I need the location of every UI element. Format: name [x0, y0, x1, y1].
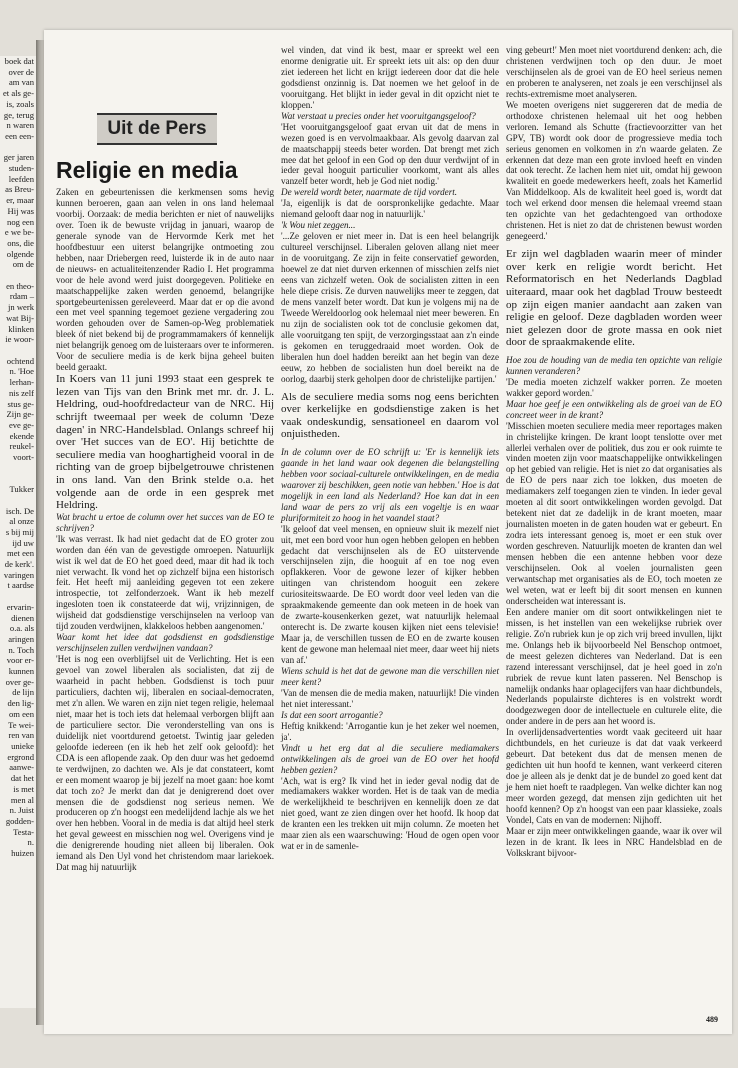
column-1 — [56, 157, 274, 873]
fragment-line: am van — [8, 77, 34, 88]
fragment-line: t aardse — [7, 580, 34, 591]
fragment-line: jn werk — [7, 302, 34, 313]
fragment-line: voort- — [12, 452, 34, 463]
interview-question: Wiens schuld is het dat de gewone man die verschillen niet meer kent? — [281, 665, 499, 687]
body-paragraph: 'Ach, wat is erg? Ik vind het in ieder geval nodig dat de mediamakers wakker worden. Het is de taak van de media de werkelijkheid te beschrijven en kennelijk doen ze dat niet goed, want ze zien dingen over het hoofd. Ik hoop dat de kranten een les trekken uit mijn column. Ze moeten het maar zien als een waarschuwing: 'Houd de ogen open voor wat er in de samenle- — [281, 775, 499, 852]
interview-question: Wat verstaat u precies onder het vooruitgangsgeloof? — [281, 110, 476, 121]
body-paragraph: 'Het is nog een overblijfsel uit de Verlichting. Het is een gevoel van zowel liberalen als socialisten, dat zij de waarheid in pacht hebben. Godsdienst is toch puur particuliers, dachten wij, liberalen en sociaal-democraten, met z'n allen. We waren en zijn niet tegen religie, helemaal niet, maar het is toch iets dat helemaal verborgen blijft aan de particuliere sector. Die veronderstelling van ons is duidelijk niet voortdurend getoetst. Twintig jaar geleden geloofde iedereen (en ik heb het zelf ook geloofd): het CDA is een aflopende zaak. Op den duur was het gedoemd te verdwijnen, zo dachten we. Als je dat constateert, komt er een moment waarop je bij jezelf na moet gaan: hoe komt dat toch zo? Je merkt dan dat je denigrerend doet over mensen die de godsdienst nog serieus nemen. We produceren op z'n hoogst een medelijdend lachje als we het over hen hebben. Vooral in de media is dat altijd heel sterk het geval geweest en misschien nog wel. Overigens vind je die denigrerende houding niet alleen bij liberalen. Ook iemand als Den Uyl vond het christendom maar lariekoek. Dat mag hij natuurlijk — [56, 654, 274, 873]
fragment-line: met een — [7, 548, 34, 559]
fragment-line: ger jaren — [3, 152, 34, 163]
fragment-line: de lijn — [12, 687, 34, 698]
fragment-line: is met — [13, 783, 34, 794]
fragment-line: dienen — [11, 612, 34, 623]
fragment-line — [0, 591, 36, 602]
fragment-line: ochtend — [6, 355, 34, 366]
fragment-line: n. Juist — [9, 805, 34, 816]
body-paragraph: '...Ze geloven er niet meer in. Dat is een heel belangrijk cultureel verschijnsel. Liberalen geloven allang niet meer in de vooruitgang. Ze zijn in feite conservatief geworden, hoewel ze dat niet durven erkennen of misschien zelfs niet eens van zichzelf weten. Ook de socialisten zitten in een hele diepe crisis. Ze durven nauwelijks meer te zeggen, dat de mens vanzelf beter wordt. Dat kun je volgens mij na de Tweede Wereldoorlog ook helemaal niet meer beweren. En nu zijn de socialisten ook tot de conclusie gekomen dat, alle vooruitgang ten spijt, de verzorgingsstaat aan z'n einde is gekomen en teruggedraaid moet worden. Ook de liberalen hun doel hadden bereikt aan het begin van deze eeuw, zo hebben de socialisten hun doel bereikt na de oorlog, daarbij sterk geholpen door de christelijke partijen.' — [281, 231, 499, 384]
book-gutter — [36, 40, 44, 1025]
body-paragraph: We moeten overigens niet suggereren dat de media de orthodoxe christenen helemaal uit het oog hebben verloren. Iemand als Schutte (fractievoorzitter van het GPV, TB) wordt ook door de progressieve media toch serieus genomen en volkomen in z'n waarde gelaten. Ze erkennen dat deze man een grote invloed heeft en vinden dat ook terecht. Ze lachen hem niet uit, omdat hij gewoon kwaliteit en goede medewerkers heeft, zoals het Kamerlid Van Middelkoop. Als de kwaliteit heel goed is, wordt dat toch wel erkend door mensen die helemaal vreemd staan ten opzichte van het gedachtengoed van orthodoxe christenen. Het is niet zo dat de christenen bewust worden genegeerd.' — [506, 99, 722, 242]
fragment-line: lerhan- — [9, 377, 34, 388]
column-2 — [281, 45, 499, 852]
fragment-line: unieke — [11, 741, 34, 751]
fragment-line: over de — [8, 66, 34, 77]
body-paragraph: Heftig knikkend: 'Arrogantie kun je het zeker wel noemen, ja'. — [281, 720, 499, 742]
fragment-line: varingen — [3, 569, 34, 580]
body-paragraph: wel vinden, dat vind ik best, maar er spreekt wel een enorme denigratie uit. Er spreekt iets uit als: op den duur ziet iedereen het licht en krijgt iedereen door dat die hele godsdienst onzinnig is. Dat noemen we het geloof in de vooruitgang. Het blijkt in ieder geval in dit opzicht niet te kloppen.' — [281, 45, 499, 110]
body-paragraph: ving gebeurt!' Men moet niet voortdurend denken: ach, die christenen verdwijnen toch op den duur. Je moet verschijnselen als de groei van de EO heel serieus nemen en proberen te analyseren, net zoals je een verschijnsel als rechts-extremisme moet analyseren. — [506, 45, 722, 99]
section-banner-label: Uit de Pers — [107, 118, 207, 139]
fragment-line: de kerk'. — [4, 559, 34, 570]
fragment-line: n. 'Hoe — [9, 366, 34, 377]
fragment-line: aringen — [8, 633, 34, 644]
fragment-line: huizen — [11, 848, 34, 859]
body-paragraph: In overlijdensadvertenties wordt vaak geciteerd uit haar dichtbundels, en het curieuze is dat dat vaak verkeerd gebeurt. Dat betekent dus dat de mensen menen de gedichten uit hun hoofd te kennen, want verkeerd citeren doe je alleen als je denkt dat je de bundel zo goed kent dat je hem niet hoeft te raadplegen. Van welke dichter kan nog meer worden gezegd, dat mensen zijn gedichten uit het hoofd kennen? Op z'n hoogst van een paar klassieke, zoals Vondel, Cats en van de modernen: Nijhoff. — [506, 727, 722, 825]
fragment-line: godden- — [5, 815, 34, 826]
page-number: 489 — [706, 1015, 718, 1024]
fragment-line: Testa- — [13, 826, 34, 837]
body-paragraph: 'Ja, eigenlijk is dat de oorspronkelijke gedachte. Maar niemand gelooft daar nog in natuurlijk.' — [281, 198, 499, 220]
fragment-line — [0, 495, 36, 506]
fragment-line: dat het — [10, 773, 34, 784]
fragment-line: s bij mij — [5, 526, 34, 537]
section-banner — [97, 113, 217, 145]
interview-question: 'k Wou niet zeggen... — [281, 220, 356, 231]
interview-question: Is dat een soort arrogantie? — [281, 709, 383, 720]
fragment-line: n waren — [6, 120, 34, 131]
fragment-line: om een — [8, 708, 34, 719]
fragment-line: om de — [12, 259, 34, 270]
fragment-line: er, maar — [6, 195, 34, 206]
fragment-line: ge, terug — [3, 109, 34, 120]
body-paragraph: Maar er zijn meer ontwikkelingen gaande, waar ik over wil lezen in de krant. Ik lees in NRC Handelsblad en de Volkskrant bijvoor- — [506, 825, 722, 858]
fragment-line: kunnen — [8, 666, 34, 677]
fragment-line: nis zelf — [8, 387, 34, 398]
fragment-line: et als ge- — [2, 88, 34, 99]
fragment-line: al onze — [9, 516, 34, 527]
body-paragraph: 'Ik was verrast. Ik had niet gedacht dat de EO groter zou worden dan één van de gevestigde omroepen. Natuurlijk wist ik wel dat de EO het goed deed, maar dit had ik toch niet verwacht. Ik vond het op zichzelf bijna een historisch feit. Het heeft mij aanleiding gegeven tot een zekere introspectie, tot zelfonderzoek. Want ik heb mezelf ingesloten toen ik constateerde dat wij, vrijzinnigen, de wijsheid dat godsdienstige verschijnselen na verloop van tijd zouden verdwijnen, klakkeloos hebben aangenomen.' — [56, 533, 274, 632]
fragment-line: over ge- — [5, 676, 34, 687]
article-headline: Religie en media — [56, 157, 238, 183]
fragment-line: en theo- — [6, 280, 34, 291]
fragment-line: ijd uw — [12, 537, 34, 548]
fragment-line: is, zoals — [6, 98, 34, 109]
fragment-line: studen- — [8, 163, 34, 174]
interview-question: Waar komt het idee dat godsdienst en godsdienstige verschijnselen zullen verdwijnen vandaan? — [56, 632, 274, 654]
body-paragraph: Een andere manier om dit soort ontwikkelingen niet te missen, is het instellen van een wekelijkse rubriek over religie. Zo'n rubriek kun je op zich vrij breed invullen, lijkt me. Onlangs heb ik bijvoorbeeld Nel Benschop ontmoet, de meest gelezen dichteres van Nederland. Dat is een razend interessant verschijnsel, dat je heel goed in zo'n rubriek de revue kunt laten passeren. Nel Benschop is namelijk ondanks haar oplagecijfers van haar dichtbundels, Nederlands populairste dichteres is en volstrekt wordt doodgezwegen door de intellectuele en culturele elite, die onder andere in de pers aan het woord is. — [506, 606, 722, 727]
fragment-line: voor er- — [6, 655, 34, 666]
body-paragraph: 'Ik geloof dat veel mensen, en opnieuw sluit ik mezelf niet uit, met een bord voor hun ogen hebben gelopen en hebben gedacht dat verschijnselen als de EO uitstervende verschijnselen zijn, die hooguit af en toe nog even opflakkeren. Voor de gewone lezer of kijker hebben uitingen van christendom hooguit een zekere curiositeitswaarde. De EO wordt door veel leden van die spraakmakende gemeente dan ook meteen in de hoek van de zwarte-kousenkerken gezet, wat natuurlijk helemaal onterecht is. De zwarte kousen kijken niet eens televisie! Maar ja, de verschillen tussen de EO en de zwarte kousen kent de gewone man helemaal niet meer, daar weet hij niets van af.' — [281, 523, 499, 666]
interview-question: De wereld wordt beter, naarmate de tijd vordert. — [281, 187, 458, 198]
fragment-line: ren van — [8, 730, 34, 741]
fragment-line: boek dat — [4, 56, 34, 66]
fragment-line: leefden — [8, 173, 34, 184]
fragment-line: Te wei- — [8, 719, 34, 730]
interview-question: Hoe zou de houding van de media ten opzichte van religie kunnen veranderen? — [506, 354, 722, 376]
fragment-line: nog een — [7, 216, 34, 227]
fragment-line: stus ge- — [7, 398, 34, 409]
body-paragraph: Zaken en gebeurtenissen die kerkmensen soms hevig kunnen beroeren, gaan aan velen in ons land helemaal voorbij. Oorzaak: de media berichten er niet of nauwelijks over. Toen ik de bewuste vrijdag in januari, waarop de generale synode van de Hervormde Kerk met het hoofdbestuur een uiterst belangrijke ontmoeting zou hebben, naar Driebergen reed, luisterde ik in de auto naar de nieuws- en actualiteitenzender Radio I. Het programma voor de hele avond werd juist doorgegeven. Politieke en maatschappelijke zaken werden genoemd, belangrijke sportgebeurtenissen gereleveerd. Maar dat er op die avond een met veel spanning tegemoet geziene vergadering zou worden gehouden over de Samen-op-Weg problematiek bleek óf niet bekend bij de programmamakers óf kennelijk niet belangrijk genoeg om de luisteraars over te informeren. Voor de seculiere media is de kerk bijna geheel buiten beeld geraakt. — [56, 187, 274, 373]
fragment-line: eve ge- — [8, 419, 34, 430]
fragment-line: n. — [27, 837, 34, 848]
body-paragraph: 'Misschien moeten seculiere media meer reportages maken in christelijke kringen. De krant loopt tenslotte over met allerlei verhalen over de politiek, dus zou er ook ruimte te vinden moeten zijn voor maatschappelijke ontwikkelingen op het gebied van religie. Het is niet zo dat organisaties als de EO de pers naar zich toe lokken, dus moeten de mediamakers zelf toegangen zien te vinden. In ieder geval moeten al dit soort ontwikkelingen worden gevolgd. Dat betekent niet dat ze dadelijk in de krant moeten, maar journalisten moeten in de gaten houden wat er gebeurt. En zodra iets interessant genoeg is, moet er een stuk over worden geschreven. Natuurlijk moeten de kranten dan wel mensen hebben die een antenne hebben voor deze verschijnselen. Ook al voelen journalisten geen verwantschap met organisaties als de EO, toch moeten ze wel weten, wat er leeft bij dit soort mensen en kunnen onderscheiden wat interessant is. — [506, 420, 722, 606]
body-paragraph: 'Het vooruitgangsgeloof gaat ervan uit dat de mens in wezen goed is en vervolmaakbaar. Als gevolg daarvan zal de maatschappij steeds beter worden. Dat brengt met zich mee dat het geloof in een God op den duur verdwijnt of in ieder geval hooguit particulier voorkomt, want als alles vanzelf beter wordt, heb je God niet nodig.' — [281, 121, 499, 187]
fragment-line: ekende — [9, 430, 34, 441]
fragment-line: reukel- — [9, 441, 34, 452]
interview-question: Vindt u het erg dat al die seculiere mediamakers ontwikkelingen als de groei van de EO over het hoofd hebben gezien? — [281, 742, 499, 775]
interview-question: Maar hoe geef je een ontwikkeling als de groei van de EO concreet weer in de krant? — [506, 398, 722, 420]
fragment-line: olgende — [6, 248, 34, 259]
fragment-line: aanwe- — [9, 762, 34, 773]
interview-question: Wat bracht u ertoe de column over het succes van de EO te schrijven? — [56, 511, 274, 533]
pull-quote: In Koers van 11 juni 1993 staat een gesprek te lezen van Tijs van den Brink met mr. dr. J. L. Heldring, oud-hoofdredacteur van de NRC. Hij schrijft tweemaal per week de column 'Deze dagen' in NRC-Handelsblad. Onlangs schreef hij over 'Het succes van de EO'. Hij betichtte de seculiere media van hooghartigheid vooral in de richting van de groep bijbelgetrouwe christenen in ons land. Van den Brink stelde o.a. het volgende aan de orde in een gesprek met Heldring. — [56, 373, 274, 512]
interview-question: In de column over de EO schrijft u: 'Er is kennelijk iets gaande in het land waar ook degenen die belangstelling hebben voor sociaal-culturele ontwikkelingen, en de media waarover zij beschikken, geen notie van hebben.' Hoe is dat mogelijk in een land als Nederland? Hoe kan dat in een land waar de pers zo vrij als een vogeltje is en waar pluriformiteit zo hoog in het vaandel staat? — [281, 446, 499, 523]
fragment-line — [0, 463, 36, 474]
fragment-line: ons, die — [7, 237, 34, 248]
fragment-line: o.a. als — [9, 623, 34, 634]
fragment-line — [0, 473, 36, 484]
fragment-line — [0, 270, 36, 281]
pull-quote: Als de seculiere media soms nog eens berichten over kerkelijke en godsdienstige zaken is het vaak ondeskundig, sensationeel en daarom vol onjuistheden. — [281, 390, 499, 441]
fragment-line: e we be- — [4, 227, 34, 238]
fragment-line: een een- — [5, 130, 34, 141]
fragment-line: rdam – — [9, 291, 34, 302]
magazine-page — [44, 30, 732, 1034]
fragment-line: ie woor- — [5, 334, 34, 345]
fragment-line — [0, 142, 36, 153]
fragment-line: Zijn ge- — [6, 409, 34, 420]
fragment-line: as Breu- — [5, 184, 34, 195]
previous-page-fragment — [0, 56, 36, 1008]
pull-quote: Er zijn wel dagbladen waarin meer of minder over kerk en religie wordt bericht. Het Reformatorisch en het Nederlands Dagblad uiteraard, maar ook het dagblad Trouw besteedt op zijn eigen manier aandacht aan zaken van religie en geloof. Deze dagbladen worden weer niet gelezen door de grote massa en ook niet door de spraakmakende elite. — [506, 248, 722, 349]
fragment-line: ergrond — [7, 751, 34, 762]
column-3 — [506, 45, 722, 859]
fragment-line: Tukker — [9, 484, 34, 495]
fragment-line: Hij was — [7, 205, 34, 216]
fragment-line — [0, 345, 36, 356]
fragment-line: men al — [10, 794, 34, 805]
fragment-line: n. Toch — [8, 644, 34, 655]
body-paragraph: 'Van de mensen die de media maken, natuurlijk! Die vinden het niet interessant.' — [281, 687, 499, 709]
fragment-line: den lig- — [7, 698, 34, 709]
fragment-line: ervarin- — [6, 601, 34, 612]
body-paragraph: 'De media moeten zichzelf wakker porren. Ze moeten wakker gepord worden.' — [506, 376, 722, 398]
fragment-line: isch. De — [5, 505, 34, 516]
fragment-line: klinken — [8, 323, 34, 334]
fragment-line: wat Bij- — [6, 312, 34, 323]
